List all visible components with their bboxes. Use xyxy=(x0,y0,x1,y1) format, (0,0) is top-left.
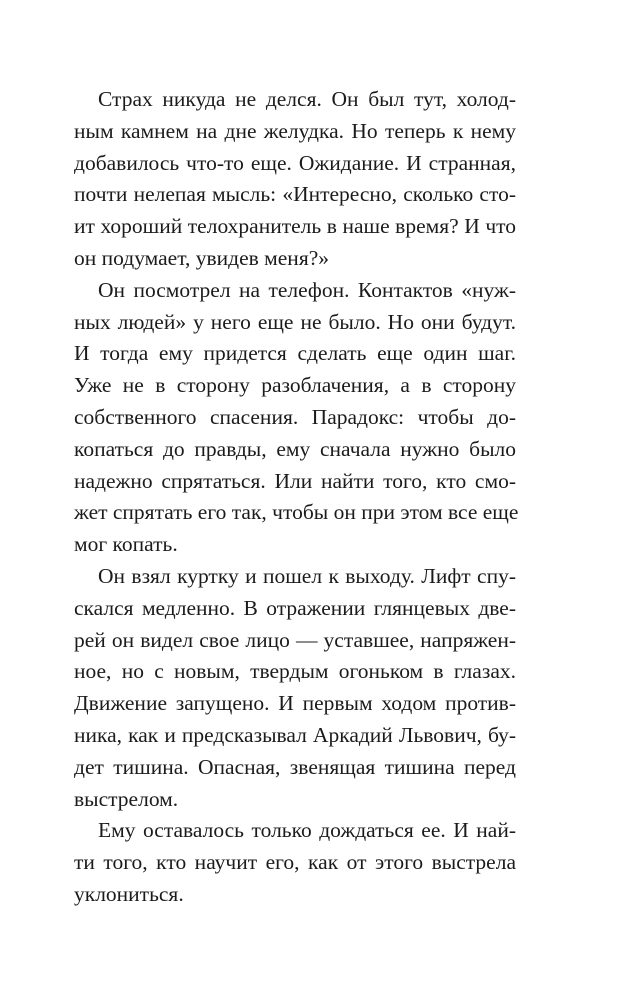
text-line: ным камнем на дне желудка. Но теперь к нему xyxy=(74,118,516,143)
text-line: Движение запущено. И первым ходом против- xyxy=(74,691,516,716)
paragraph-1 xyxy=(74,84,516,275)
text-line: ное, но с новым, твердым огоньком в глазах. xyxy=(74,659,516,684)
book-page xyxy=(74,84,519,911)
text-line: Он взял куртку и пошел к выходу. Лифт спу- xyxy=(98,563,516,588)
text-line: собственного спасения. Парадокс: чтобы до- xyxy=(74,404,516,429)
text-line: он подумает, увидев меня?» xyxy=(74,245,329,270)
text-line: Страх никуда не делся. Он был тут, холод- xyxy=(98,87,516,111)
paragraph-2 xyxy=(74,275,519,561)
text-line: ника, как и предсказывал Аркадий Львович, бу- xyxy=(74,722,516,747)
text-line: ных людей» у него еще не было. Но они будут. xyxy=(74,309,516,334)
text-line: Ему оставалось только дождаться ее. И най- xyxy=(98,818,516,843)
text-line: И тогда ему придется сделать еще один шаг. xyxy=(74,341,516,366)
text-line: скался медленно. В отражении глянцевых две- xyxy=(74,595,516,620)
text-line: жет спрятать его так, чтобы он при этом все еще xyxy=(74,500,519,525)
text-line: ти того, кто научит его, как от этого выстрела xyxy=(74,850,516,875)
text-line: рей он видел свое лицо — уставшее, напряжен- xyxy=(74,627,516,652)
text-line: ит хороший телохранитель в наше время? И что xyxy=(74,214,516,239)
text-line: добавилось что-то еще. Ожидание. И странная, xyxy=(74,150,516,175)
paragraph-4 xyxy=(74,815,516,910)
text-line: надежно спрятаться. Или найти того, кто смо- xyxy=(74,468,516,493)
text-line: Он посмотрел на телефон. Контактов «нуж- xyxy=(98,277,516,302)
paragraph-3 xyxy=(74,561,516,815)
text-line: мог копать. xyxy=(74,532,178,557)
text-line: Уже не в сторону разоблачения, а в сторону xyxy=(74,373,516,398)
text-line: почти нелепая мысль: «Интересно, сколько сто- xyxy=(74,182,516,207)
text-line: дет тишина. Опасная, звенящая тишина перед xyxy=(74,754,516,779)
text-line: уклониться. xyxy=(74,881,184,906)
text-line: копаться до правды, ему сначала нужно было xyxy=(74,436,516,461)
text-line: выстрелом. xyxy=(74,786,179,811)
